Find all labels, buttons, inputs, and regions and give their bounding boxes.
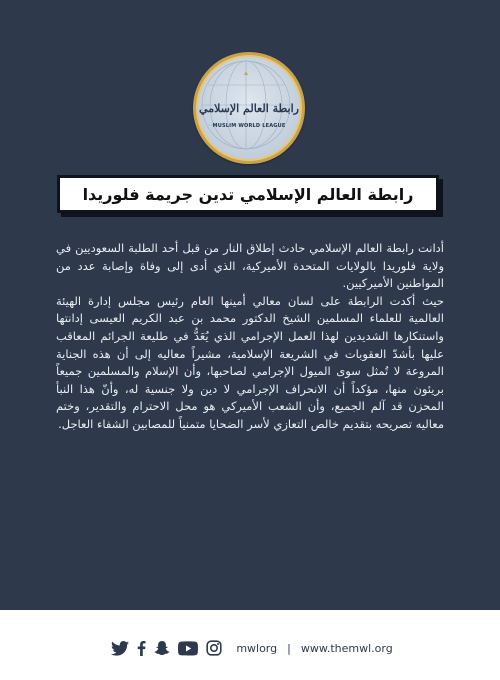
mwl-logo — [193, 52, 305, 164]
youtube-icon[interactable] — [178, 641, 198, 656]
social-footer — [0, 610, 500, 680]
website-link[interactable]: www.themwl.org — [300, 641, 393, 655]
footer-separator: | — [287, 641, 291, 655]
snapchat-icon[interactable] — [154, 641, 170, 656]
logo-english-name: MUSLIM WORLD LEAGUE — [212, 123, 286, 129]
headline-box — [57, 175, 439, 213]
paragraph-1: أدانت رابطة العالم الإسلامي حادث إطلاق النار من قبل أحد الطلبة السعوديين في ولاية فلوريدا بالولايات المتحدة الأميركية، الذي أدى إلى وفاة وإصابة عدد من المواطنين الأميركيين. — [56, 241, 444, 291]
social-handle[interactable]: mwlorg — [236, 641, 278, 655]
facebook-icon[interactable] — [137, 641, 146, 656]
paragraph-2: حيث أكدت الرابطة على لسان معالي أمينها العام رئيس مجلس إدارة الهيئة العالمية للعلماء المسلمين الشيخ الدكتور محمد بن عبد الكريم العيسى إدانتها واستنكارها الشديدين لهذا العمل الإجرامي الذي يُعَدُّ في طليعة الجرائم المعاقب عليها بأشدّ العقوبات في الشريعة الإسلامية، مشيراً معاليه إلى أن هذه الجناية المروعة لا تُمثل سوى الميول الإجرامي لصاحبها، وأن الإسلام والمسلمين جميعاً بريئون منها، مؤكداً أن الانحراف الإجرامي لا دين ولا جنسية له، وأنّ هذا النبأ المحزن قد آلم الجميع، وأن الشعب الأميركي هو محل الاحترام والتقدير، وختم معاليه تصريحه بتقديم خالص التعازي لأسر الضحايا متمنياً للمصابين الشفاء العاجل. — [56, 293, 444, 431]
logo-arabic-name: رابطة العالم الإسلامي — [199, 102, 299, 115]
footer-row — [0, 637, 500, 659]
statement-body — [56, 240, 444, 434]
instagram-icon[interactable] — [206, 640, 222, 656]
twitter-icon[interactable] — [111, 641, 129, 656]
headline: رابطة العالم الإسلامي تدين جريمة فلوريدا — [82, 184, 414, 204]
